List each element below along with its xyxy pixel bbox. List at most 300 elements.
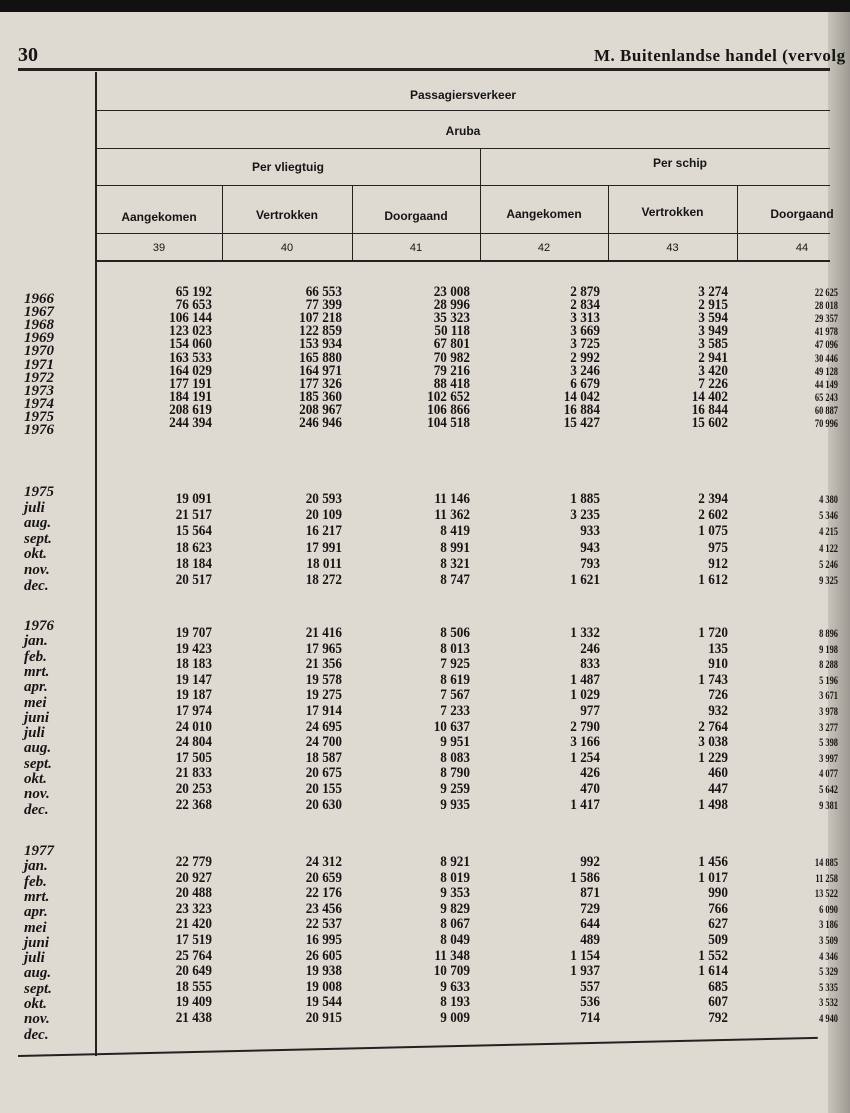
table-cell: 14 885 <box>814 855 838 869</box>
table-cell: 8 019 <box>440 869 470 886</box>
table-cell: 23 323 <box>175 900 212 917</box>
table-cell: 135 <box>708 640 728 657</box>
table-cell: 21 833 <box>175 765 212 782</box>
table-cell: 1 075 <box>698 523 728 540</box>
table-cell: 19 187 <box>175 687 212 704</box>
table-cell: 3 594 <box>698 310 728 327</box>
table-cell: 13 522 <box>814 886 838 901</box>
table-cell: 627 <box>708 916 728 933</box>
table-cell: 22 779 <box>175 854 212 870</box>
table-cell: 3 725 <box>570 336 600 353</box>
table-cell: 871 <box>580 885 600 902</box>
table-cell: 177 326 <box>299 375 342 392</box>
table-cell: 1 487 <box>570 671 600 688</box>
table-cell: 607 <box>708 994 728 1011</box>
table-cell: 4 122 <box>819 540 838 555</box>
table-cell: 8 049 <box>440 932 470 948</box>
table-cell: 729 <box>580 900 600 917</box>
table-cell: 16 995 <box>305 932 342 948</box>
table-cell: 644 <box>580 916 600 933</box>
row-label: sept. <box>24 755 52 772</box>
table-cell: 19 578 <box>305 671 342 688</box>
page-number: 30 <box>18 44 38 66</box>
table-cell: 3 585 <box>698 336 728 353</box>
table-cell: 3 246 <box>570 362 600 379</box>
table-cell: 20 649 <box>175 963 212 980</box>
row-label: 1966 <box>24 291 54 307</box>
table-cell: 3 949 <box>698 323 728 340</box>
row-label: juli <box>24 499 45 516</box>
table-cell: 1 614 <box>698 963 728 980</box>
table-cell: 20 155 <box>305 781 342 797</box>
table-cell: 70 982 <box>433 349 470 366</box>
table-cell: 49 128 <box>814 363 838 378</box>
table-cell: 41 978 <box>814 324 838 339</box>
table-cell: 933 <box>580 523 600 540</box>
row-label: dec. <box>24 577 49 594</box>
table-cell: 19 147 <box>175 671 212 688</box>
table-cell: 165 880 <box>299 349 342 366</box>
table-cell: 6 090 <box>819 901 838 916</box>
table-cell: 15 564 <box>175 523 212 540</box>
row-label: feb. <box>24 648 47 665</box>
table-cell: 6 679 <box>570 375 600 392</box>
table-cell: 1 017 <box>698 869 728 886</box>
table-cell: 2 602 <box>698 507 728 524</box>
row-label: 1976 <box>24 618 54 634</box>
table-cell: 1 743 <box>698 671 728 688</box>
table-cell: 15 427 <box>563 415 600 431</box>
table-cell: 977 <box>580 703 600 719</box>
table-cell: 8 506 <box>440 625 470 641</box>
table-cell: 20 517 <box>175 572 212 588</box>
row-label: nov. <box>24 786 50 803</box>
table-cell: 19 544 <box>305 994 342 1011</box>
table-cell: 22 176 <box>305 885 342 902</box>
row-label: 1968 <box>24 317 54 334</box>
table-cell: 153 934 <box>299 336 342 353</box>
table-cell: 19 938 <box>305 963 342 980</box>
table-cell: 1 029 <box>570 687 600 704</box>
table-cell: 20 675 <box>305 765 342 782</box>
table-cell: 20 109 <box>305 507 342 524</box>
table-cell: 833 <box>580 656 600 673</box>
table-cell: 447 <box>708 781 728 797</box>
table-cell: 17 519 <box>175 932 212 948</box>
table-cell: 14 402 <box>691 388 728 405</box>
table-cell: 17 974 <box>175 703 212 719</box>
table-cell: 66 553 <box>305 284 342 300</box>
row-label: 1973 <box>24 382 54 399</box>
table-cell: 726 <box>708 687 728 704</box>
table-cell: 17 914 <box>305 703 342 719</box>
scan-border <box>0 0 850 12</box>
table-cell: 5 642 <box>819 782 838 796</box>
table-cell: 19 008 <box>305 978 342 995</box>
table-cell: 30 446 <box>814 350 838 365</box>
table-cell: 509 <box>708 932 728 948</box>
table-cell: 3 532 <box>819 995 838 1010</box>
table-cell: 1 154 <box>570 947 600 964</box>
table-cell: 7 925 <box>440 656 470 673</box>
table-cell: 154 060 <box>169 336 212 353</box>
row-label: 1977 <box>24 843 54 859</box>
table-cell: 5 196 <box>819 672 838 687</box>
table-cell: 24 804 <box>175 734 212 751</box>
table-cell: 1 586 <box>570 869 600 886</box>
table-cell: 11 362 <box>434 507 470 524</box>
column-number: 39 <box>152 242 166 254</box>
table-cell: 19 409 <box>175 994 212 1011</box>
row-label: nov. <box>24 562 50 578</box>
row-label: okt. <box>24 996 47 1012</box>
table-cell: 1 720 <box>698 625 728 641</box>
table-cell: 10 709 <box>433 963 470 980</box>
table-cell: 4 077 <box>819 766 838 781</box>
table-cell: 19 707 <box>175 625 212 641</box>
table-cell: 22 625 <box>814 285 838 299</box>
table-cell: 9 381 <box>819 797 838 812</box>
table-cell: 8 747 <box>440 572 470 588</box>
table-cell: 22 537 <box>305 916 342 933</box>
table-cell: 8 921 <box>440 854 470 870</box>
table-cell: 793 <box>580 555 600 572</box>
table-cell: 21 416 <box>305 625 342 641</box>
table-cell: 22 368 <box>175 796 212 813</box>
table-cell: 5 346 <box>819 508 838 523</box>
table-cell: 244 394 <box>169 415 212 431</box>
table-cell: 10 637 <box>433 718 470 735</box>
table-cell: 1 621 <box>570 572 600 588</box>
table-cell: 9 353 <box>440 885 470 902</box>
table-cell: 7 233 <box>440 703 470 719</box>
row-label: 1975 <box>24 484 54 500</box>
row-label: aug. <box>24 740 52 757</box>
table-cell: 20 915 <box>305 1010 342 1026</box>
row-label: 1974 <box>24 395 54 412</box>
table-cell: 1 937 <box>570 963 600 980</box>
table-cell: 4 940 <box>819 1011 838 1025</box>
header-per-vliegtuig: Per vliegtuig <box>251 160 325 174</box>
row-label: 1975 <box>24 408 54 425</box>
table-cell: 29 357 <box>814 311 838 326</box>
table-cell: 104 518 <box>427 415 470 431</box>
table-cell: 2 394 <box>698 491 728 507</box>
table-cell: 489 <box>580 932 600 948</box>
table-cell: 11 258 <box>815 870 838 885</box>
column-header: Aangekomen <box>506 207 582 221</box>
table-cell: 19 423 <box>175 640 212 657</box>
row-label: okt. <box>24 771 47 787</box>
column-header: Aangekomen <box>121 210 197 224</box>
table-cell: 766 <box>708 900 728 917</box>
table-cell: 8 790 <box>440 765 470 782</box>
table-cell: 20 593 <box>305 491 342 507</box>
table-cell: 16 844 <box>691 401 728 418</box>
table-cell: 1 254 <box>570 749 600 766</box>
row-label: okt. <box>24 546 47 563</box>
table-cell: 9 935 <box>440 796 470 813</box>
row-label: juli <box>24 725 45 742</box>
table-cell: 20 630 <box>305 796 342 813</box>
table-cell: 185 360 <box>299 388 342 405</box>
table-cell: 3 671 <box>819 688 838 703</box>
table-cell: 76 653 <box>175 297 212 314</box>
table-cell: 163 533 <box>169 349 212 366</box>
table-cell: 17 991 <box>305 539 342 556</box>
table-cell: 4 346 <box>819 948 838 963</box>
table-cell: 460 <box>708 765 728 782</box>
table-cell: 3 509 <box>819 933 838 947</box>
row-label: 1969 <box>24 330 54 347</box>
top-rule <box>18 68 830 71</box>
running-title: M. Buitenlandse handel (vervolg <box>594 46 846 65</box>
table-cell: 8 896 <box>819 626 838 640</box>
table-cell: 9 325 <box>819 573 838 587</box>
row-label: apr. <box>24 679 48 696</box>
table-cell: 2 879 <box>570 284 600 300</box>
table-cell: 24 700 <box>305 734 342 751</box>
table-cell: 1 332 <box>570 625 600 641</box>
table-cell: 557 <box>580 978 600 995</box>
table-cell: 65 243 <box>814 389 838 404</box>
table-cell: 208 967 <box>299 401 342 418</box>
row-label: sept. <box>24 530 52 547</box>
table-cell: 20 659 <box>305 869 342 886</box>
table-cell: 106 866 <box>427 401 470 418</box>
table-cell: 4 380 <box>819 492 838 506</box>
table-cell: 246 946 <box>299 415 342 431</box>
table-cell: 9 198 <box>819 641 838 656</box>
table-cell: 184 191 <box>169 388 212 405</box>
row-label: aug. <box>24 965 52 982</box>
table-cell: 9 009 <box>440 1010 470 1026</box>
row-label: jan. <box>24 858 48 875</box>
table-cell: 3 274 <box>698 284 728 300</box>
table-cell: 79 216 <box>433 362 470 379</box>
table-cell: 8 288 <box>819 657 838 672</box>
table-cell: 3 978 <box>819 704 838 718</box>
table-cell: 18 272 <box>305 572 342 588</box>
header-aruba: Aruba <box>445 124 481 138</box>
table-cell: 8 083 <box>440 749 470 766</box>
table-cell: 1 498 <box>698 796 728 813</box>
table-cell: 20 253 <box>175 781 212 797</box>
table-cell: 208 619 <box>169 401 212 418</box>
table-cell: 77 399 <box>305 297 342 314</box>
table-cell: 16 217 <box>305 523 342 540</box>
table-cell: 18 184 <box>175 555 212 572</box>
table-cell: 18 587 <box>305 749 342 766</box>
table-cell: 2 790 <box>570 718 600 735</box>
table-cell: 9 633 <box>440 978 470 995</box>
table-cell: 21 420 <box>175 916 212 933</box>
table-cell: 3 313 <box>570 310 600 327</box>
table-cell: 9 259 <box>440 781 470 797</box>
table-cell: 17 505 <box>175 749 212 766</box>
column-number: 40 <box>280 242 294 254</box>
table-cell: 2 941 <box>698 349 728 366</box>
row-label: aug. <box>24 515 52 532</box>
table-cell: 21 438 <box>175 1010 212 1026</box>
table-cell: 3 235 <box>570 507 600 524</box>
table-cell: 2 992 <box>570 349 600 366</box>
header-rule <box>96 148 830 149</box>
table-cell: 21 517 <box>175 507 212 524</box>
table-cell: 470 <box>580 781 600 797</box>
table-cell: 5 246 <box>819 556 838 571</box>
table-cell: 23 456 <box>305 900 342 917</box>
table-cell: 24 312 <box>305 854 342 870</box>
table-cell: 685 <box>708 978 728 995</box>
table-cell: 18 555 <box>175 978 212 995</box>
header-bottom-rule <box>96 260 830 262</box>
table-cell: 17 965 <box>305 640 342 657</box>
table-cell: 536 <box>580 994 600 1011</box>
row-label: sept. <box>24 980 52 997</box>
table-cell: 5 335 <box>819 979 838 994</box>
row-label: mrt. <box>24 888 50 905</box>
table-cell: 1 229 <box>698 749 728 766</box>
table-cell: 2 915 <box>698 297 728 314</box>
row-label: mei <box>24 694 47 711</box>
table-cell: 20 488 <box>175 885 212 902</box>
table-cell: 3 277 <box>819 719 838 734</box>
table-cell: 35 323 <box>433 310 470 327</box>
table-cell: 9 829 <box>440 900 470 917</box>
table-cell: 44 149 <box>814 376 838 391</box>
table-cell: 19 275 <box>305 687 342 704</box>
table-cell: 70 996 <box>814 416 838 430</box>
column-number: 41 <box>409 242 423 254</box>
header-per-schip: Per schip <box>652 156 708 170</box>
column-header: Vertrokken <box>255 208 319 222</box>
row-label: mrt. <box>24 663 50 680</box>
table-cell: 8 619 <box>440 671 470 688</box>
table-cell: 246 <box>580 640 600 657</box>
table-cell: 2 764 <box>698 718 728 735</box>
table-cell: 106 144 <box>169 310 212 327</box>
table-cell: 65 192 <box>175 284 212 300</box>
table-cell: 15 602 <box>691 415 728 431</box>
table-cell: 5 329 <box>819 964 838 979</box>
row-label: dec. <box>24 801 49 818</box>
table-cell: 3 186 <box>819 917 838 932</box>
table-cell: 1 612 <box>698 572 728 588</box>
header-rule <box>96 110 830 111</box>
table-cell: 8 321 <box>440 555 470 572</box>
row-label: dec. <box>24 1026 49 1043</box>
table-cell: 20 927 <box>175 869 212 886</box>
table-cell: 18 623 <box>175 539 212 556</box>
table-cell: 122 859 <box>299 323 342 340</box>
table-cell: 992 <box>580 854 600 870</box>
table-cell: 21 356 <box>305 656 342 673</box>
table-cell: 18 011 <box>306 555 342 572</box>
table-cell: 3 420 <box>698 362 728 379</box>
table-cell: 4 215 <box>819 524 838 539</box>
table-cell: 912 <box>708 555 728 572</box>
table-cell: 26 605 <box>305 947 342 964</box>
column-number: 42 <box>537 242 551 254</box>
table-cell: 975 <box>708 539 728 556</box>
table-cell: 1 552 <box>698 947 728 964</box>
table-cell: 107 218 <box>299 310 342 327</box>
table-cell: 3 669 <box>570 323 600 340</box>
row-label: nov. <box>24 1011 50 1028</box>
row-label: 1967 <box>24 304 54 321</box>
table-cell: 8 419 <box>440 523 470 540</box>
table-cell: 102 652 <box>427 388 470 405</box>
row-label: 1976 <box>24 422 54 438</box>
table-cell: 67 801 <box>433 336 470 353</box>
table-cell: 943 <box>580 539 600 556</box>
row-label: 1972 <box>24 369 54 386</box>
column-header: Doorgaand <box>384 209 448 223</box>
table-cell: 123 023 <box>169 323 212 340</box>
table-cell: 11 146 <box>434 491 470 507</box>
table-cell: 910 <box>708 656 728 673</box>
column-header: Vertrokken <box>641 205 704 219</box>
column-header: Doorgaand <box>770 207 834 221</box>
table-cell: 177 191 <box>169 375 212 392</box>
header-rule <box>96 185 830 186</box>
table-cell: 792 <box>708 1010 728 1026</box>
table-cell: 164 971 <box>299 362 342 379</box>
table-cell: 3 166 <box>570 734 600 751</box>
table-cell: 7 567 <box>440 687 470 704</box>
table-cell: 23 008 <box>433 284 470 300</box>
header-rule <box>96 233 830 234</box>
column-number: 43 <box>666 242 679 254</box>
row-label: apr. <box>24 904 48 921</box>
table-cell: 990 <box>708 885 728 902</box>
table-cell: 8 013 <box>440 640 470 657</box>
table-cell: 28 018 <box>814 298 838 313</box>
table-cell: 3 038 <box>698 734 728 751</box>
table-cell: 11 348 <box>434 947 470 964</box>
table-cell: 8 067 <box>440 916 470 933</box>
table-cell: 19 091 <box>175 491 212 507</box>
row-label: 1970 <box>24 343 54 360</box>
table-cell: 1 417 <box>570 796 600 813</box>
table-cell: 24 010 <box>175 718 212 735</box>
row-label: juli <box>24 950 45 967</box>
table-cell: 1 456 <box>698 854 728 870</box>
row-label: mei <box>24 919 47 936</box>
column-number: 44 <box>795 242 809 254</box>
table-cell: 426 <box>580 765 600 782</box>
table-cell: 9 951 <box>440 734 470 751</box>
table-cell: 60 887 <box>814 402 838 417</box>
table-cell: 714 <box>580 1010 600 1026</box>
table-cell: 3 997 <box>819 750 838 765</box>
row-label: 1971 <box>24 356 54 373</box>
table-cell: 8 991 <box>440 539 470 556</box>
row-label: jan. <box>24 633 48 650</box>
row-label: juni <box>24 934 50 951</box>
row-label: feb. <box>24 873 47 890</box>
table-cell: 2 834 <box>570 297 600 314</box>
table-cell: 24 695 <box>305 718 342 735</box>
table-cell: 28 996 <box>433 297 470 314</box>
table-cell: 47 096 <box>814 337 838 352</box>
row-label: juni <box>24 709 50 726</box>
table-cell: 88 418 <box>433 375 470 392</box>
table-cell: 18 183 <box>175 656 212 673</box>
header-passagiersverkeer: Passagiersverkeer <box>409 88 517 102</box>
table-cell: 7 226 <box>698 375 728 392</box>
